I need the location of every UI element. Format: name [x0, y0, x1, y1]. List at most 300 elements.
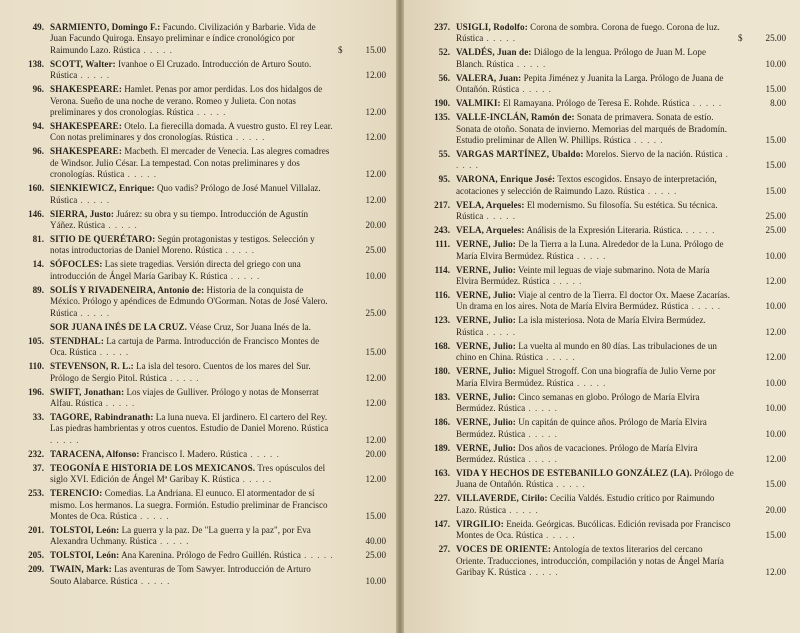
entry-description: Cinco semanas en globo. Prólogo de María Elvira Bermúdez. Rústica [456, 391, 700, 414]
leader-dots: . . . . . [77, 70, 111, 81]
entry-description: Las aventuras de Tom Sawyer. Introducción de Arturo Souto Alabarce. Rústica [50, 564, 311, 586]
catalog-entry [12, 183, 386, 206]
leader-dots: . . . . . [105, 220, 138, 231]
leader-dots: . . . . . [222, 245, 255, 256]
entry-number: 190. [434, 98, 450, 109]
entry-author: SCOTT, Walter: [50, 58, 116, 69]
entry-description: Francisco I. Madero. Rústica [141, 448, 248, 459]
catalog-entry [418, 265, 786, 288]
entry-number: 14. [32, 259, 44, 270]
entry-author: SHAKESPEARE: [50, 146, 122, 157]
entry-number: 135. [434, 112, 450, 123]
entry-price [736, 301, 786, 312]
price-value: 12.00 [765, 352, 786, 363]
catalog-entry [12, 146, 386, 180]
entry-number: 123. [434, 315, 450, 326]
entry-text [50, 146, 334, 180]
entry-number: 180. [434, 366, 450, 377]
entry-text [50, 183, 334, 206]
entry-text [456, 519, 734, 542]
leader-dots: . . . . . [193, 107, 227, 118]
entry-price [336, 195, 386, 206]
entry-description: De la Tierra a la Luna. Alrededor de la Luna. Prólogo de María Elvira Bermúdez. Rústica [456, 239, 724, 261]
entry-author: VERNE, Julio: [456, 366, 516, 377]
entry-author: SHAKESPEARE: [50, 84, 122, 95]
leader-dots: . . . . . [456, 149, 729, 171]
price-value: 40.00 [365, 536, 386, 547]
catalog-entry [12, 259, 386, 282]
catalog-entry [418, 468, 786, 491]
entry-number: 138. [28, 58, 44, 69]
leader-dots: . . . . . [549, 276, 583, 287]
price-value: 15.00 [365, 44, 386, 55]
entry-text [456, 468, 734, 491]
price-value: 12.00 [365, 70, 386, 81]
entry-text [50, 59, 334, 82]
entry-number: 243. [434, 225, 450, 236]
catalog-entry [418, 493, 786, 516]
entry-text [50, 387, 334, 410]
entry-text [50, 22, 334, 56]
entry-number: 217. [434, 199, 450, 210]
entry-text [456, 417, 734, 440]
entry-author: VARGAS MARTÍNEZ, Ubaldo: [456, 149, 584, 160]
entry-author: SOR JUANA INÉS DE LA CRUZ. [50, 321, 188, 332]
entry-number: 94. [32, 121, 44, 132]
entry-description: La vuelta al mundo en 80 días. Las tribulaciones de un chino en China. Rústica [456, 340, 717, 363]
price-value: 12.00 [365, 169, 386, 180]
entry-number: 55. [438, 149, 450, 160]
leader-dots: . . . . . [644, 185, 678, 196]
currency-sign: $ [338, 44, 343, 55]
entry-price [736, 276, 786, 287]
entry-author: TOLSTOI, León: [50, 524, 120, 535]
entry-price [736, 98, 786, 109]
entry-number: 237. [434, 22, 450, 32]
price-value: 12.00 [365, 372, 386, 383]
entry-number: 27. [438, 544, 450, 555]
leader-dots: . . . . . [247, 448, 280, 459]
entry-price [736, 429, 786, 440]
entry-text [456, 366, 734, 389]
entry-description: Pepita Jiménez y Juanita la Larga. Prólogo de Juana de Ontañón. Rústica [456, 72, 724, 95]
catalog-entry [12, 59, 386, 82]
catalog-entry [418, 341, 786, 364]
currency-sign: $ [738, 33, 743, 44]
entry-price [736, 59, 786, 70]
leader-dots: . . . . . [483, 326, 517, 337]
leader-dots: . . . . . [166, 372, 200, 383]
entry-price [336, 347, 386, 358]
leader-dots: . . . . . [483, 211, 517, 222]
entry-author: TAGORE, Rabindranath: [50, 411, 154, 422]
entry-description: Prólogo de Juana de Ontañón. Rústica [456, 467, 734, 490]
entry-price [336, 271, 386, 282]
entry-author: VARONA, Enrique José: [456, 174, 556, 185]
leader-dots: . . . . . [483, 33, 517, 44]
price-value: 10.00 [365, 575, 386, 586]
entry-description: El modernismo. Su filosofía. Su estética. Su técnica. Rústica [456, 199, 718, 222]
entry-number: 183. [434, 391, 450, 402]
leader-dots: . . . . . [239, 474, 273, 485]
entry-number: 253. [28, 488, 44, 499]
price-value: 10.00 [765, 403, 786, 414]
entry-text [456, 22, 734, 45]
entry-author: SWIFT, Jonathan: [50, 386, 125, 397]
entry-number: 33. [32, 411, 44, 422]
entry-description: Ivanhoe o El Cruzado. Introducción de Arturo Souto. Rústica [50, 58, 312, 81]
entry-text [456, 265, 734, 288]
entry-number: 49. [32, 22, 44, 32]
price-value: 12.00 [365, 434, 386, 445]
entry-author: VELA, Arqueles: [456, 225, 525, 236]
price-value: 15.00 [765, 84, 786, 95]
entry-text [456, 315, 734, 338]
entry-price [736, 479, 786, 490]
catalog-entry [12, 525, 386, 548]
price-value: 20.00 [365, 448, 386, 459]
entry-price [336, 435, 386, 446]
entry-price [736, 84, 786, 95]
entry-price [736, 352, 786, 363]
leader-dots: . . . . . [519, 84, 552, 95]
entry-description: Corona de sombra. Corona de fuego. Corona de luz. Rústica [456, 22, 720, 44]
catalog-entry [12, 209, 386, 232]
price-value: 8.00 [770, 98, 786, 109]
entry-description: La luna nueva. El jardinero. El cartero del Rey. Las piedras hambrientas y otros cuentos. Estudio de Daniel Moreno. Rústica [50, 411, 329, 434]
entry-price [736, 211, 786, 222]
entry-price [336, 511, 386, 522]
entry-description: Cecilia Valdés. Estudio crítico por Raimundo Lazo. Rústica [456, 493, 715, 515]
catalog-entry [12, 449, 386, 460]
catalog-entry [418, 417, 786, 440]
entry-number: 37. [32, 462, 44, 473]
price-value: 12.00 [765, 453, 786, 464]
entry-description: La cartuja de Parma. Introducción de Francisco Montes de Oca. Rústica [50, 335, 320, 358]
leader-dots: . . . . . [630, 135, 664, 146]
catalog-entry [12, 234, 386, 257]
catalog-entry [12, 412, 386, 446]
entry-price [336, 398, 386, 409]
leader-dots: . . . . . [513, 58, 547, 69]
leader-dots: . . . . . [96, 347, 130, 358]
entry-description: Historia de la conquista de México. Prólogo y apéndices de Edmundo O'Gorman. Notas de José Valero. Rústica [50, 284, 328, 318]
leader-dots: . . . . . [136, 510, 170, 521]
catalog-entry [418, 112, 786, 146]
price-value: 15.00 [765, 135, 786, 146]
entry-description: Comedias. La Andriana. El eunuco. El atormentador de sí mismo. Los hermanos. La suegra. Formión. Estudio preliminar de Francisco Montes de Oca. Rústica [50, 488, 328, 521]
entry-description: El Ramayana. Prólogo de Teresa E. Rohde. Rústica [502, 98, 690, 109]
leader-dots: . . . . . [542, 352, 576, 363]
price-value: 25.00 [765, 33, 786, 44]
entry-text [456, 443, 734, 466]
entry-price [736, 135, 786, 146]
entry-text [50, 84, 334, 118]
entry-author: SIENKIEWICZ, Enrique: [50, 183, 155, 194]
entry-number: 89. [32, 284, 44, 295]
entry-number: 111. [435, 239, 450, 250]
entry-description: Juárez: su obra y su tiempo. Introducción de Agustín Yáñez. Rústica [50, 208, 309, 231]
leader-dots: . . . . . [525, 566, 559, 577]
entry-price [336, 220, 386, 231]
leader-dots: . . . . . [156, 536, 190, 547]
entry-number: 232. [28, 448, 44, 459]
entry-description: La isla del tesoro. Cuentos de los mares del Sur. Prólogo de Sergio Pitol. Rústica [50, 361, 311, 383]
price-value: 10.00 [365, 270, 386, 281]
entry-text [456, 98, 734, 109]
entry-text [456, 290, 734, 313]
entry-description: Facundo. Civilización y Barbarie. Vida de Juan Facundo Quiroga. Ensayo preliminar e índice cronológico por Raimundo Lazo. Rústica [50, 22, 316, 55]
entry-number: 52. [438, 47, 450, 58]
entry-author: VERNE, Julio: [456, 315, 516, 326]
price-value: 15.00 [365, 510, 386, 521]
entry-author: TEOGONÍA E HISTORIA DE LOS MEXICANOS. [50, 462, 256, 473]
entry-text [50, 564, 334, 587]
catalog-entry [12, 285, 386, 319]
entry-description: Dos años de vacaciones. Prólogo de María Elvira Bermúdez. Rústica [456, 442, 698, 464]
catalog-entry [418, 366, 786, 389]
entry-description: La isla misteriosa. Nota de María Elvira Bermúdez. Rústica [456, 315, 706, 337]
entry-author: SOLÍS Y RIVADENEIRA, Antonio de: [50, 284, 205, 295]
entry-price [736, 251, 786, 262]
entry-author: SITIO DE QUERÉTARO: [50, 234, 156, 245]
entry-author: TOLSTOI, León: [50, 550, 120, 561]
entry-text [456, 392, 734, 415]
entry-price [336, 245, 386, 256]
entry-description: Veinte mil leguas de viaje submarino. Nota de María Elvira Bermúdez. Rústica [456, 264, 710, 287]
entry-author: VALDÉS, Juan de: [456, 47, 532, 58]
entry-price [336, 308, 386, 319]
leader-dots: . . . . . [682, 225, 716, 236]
catalog-entry [12, 84, 386, 118]
leader-dots: . . . . . [232, 132, 266, 143]
price-value: 10.00 [765, 58, 786, 69]
price-value: 15.00 [765, 185, 786, 196]
entry-price [336, 474, 386, 485]
entry-author: VERNE, Julio: [456, 417, 516, 428]
entry-author: VERNE, Julio: [456, 442, 516, 453]
entry-text [456, 225, 734, 236]
entry-price [736, 225, 786, 236]
catalog-entry [12, 361, 386, 384]
entry-price [736, 505, 786, 516]
entry-description: Análisis de la Expresión Literaria. Rústica. [526, 225, 683, 236]
entry-author: USIGLI, Rodolfo: [456, 22, 528, 32]
entry-description: Sonata de primavera. Sonata de estío. Sonata de otoño. Sonata de invierno. Memorias del marqués de Bradomín. Estudio preliminar de Allen W. Phillips. Rústica [456, 112, 727, 146]
entry-author: VIDA Y HECHOS DE ESTEBANILLO GONZÁLEZ (LA). [456, 467, 692, 478]
entry-price [336, 169, 386, 180]
entry-author: VERNE, Julio: [456, 391, 516, 402]
catalog-entry [418, 239, 786, 262]
entry-description: Las siete tragedias. Versión directa del griego con una introducción de Ángel María Garibay K. Rústica [50, 259, 301, 281]
entry-text [456, 544, 734, 578]
entry-author: SHAKESPEARE: [50, 121, 122, 132]
entry-number: 205. [28, 550, 44, 561]
price-value: 15.00 [765, 160, 786, 171]
catalog-entry [12, 336, 386, 359]
catalog-entry [418, 200, 786, 223]
entry-number: 196. [28, 386, 44, 397]
price-value: 15.00 [365, 347, 386, 358]
entry-number: 56. [438, 72, 450, 83]
entry-number: 209. [28, 564, 44, 575]
entry-text [456, 73, 734, 96]
entry-author: TWAIN, Mark: [50, 564, 112, 575]
entry-author: VALMIKI: [456, 98, 501, 109]
entry-number: 110. [28, 361, 44, 372]
catalog-entry [418, 544, 786, 578]
price-value: 10.00 [765, 377, 786, 388]
price-value: 12.00 [765, 566, 786, 577]
entry-text [456, 47, 734, 70]
catalog-entry [418, 174, 786, 197]
price-value: 12.00 [365, 107, 386, 118]
entry-price [736, 530, 786, 541]
catalog-entry [418, 392, 786, 415]
entry-author: SARMIENTO, Domingo F.: [50, 22, 161, 32]
leader-dots: . . . . . [689, 98, 723, 109]
entry-price [736, 33, 786, 44]
entry-text [50, 361, 334, 384]
entry-text [50, 525, 334, 548]
catalog-entry [12, 387, 386, 410]
entry-price [336, 132, 386, 143]
entry-text [50, 322, 334, 333]
leader-dots: . . . . . [300, 550, 334, 561]
price-value: 20.00 [365, 220, 386, 231]
price-value: 15.00 [765, 530, 786, 541]
entry-text [456, 493, 734, 516]
entry-description: Miguel Strogoff. Con una biografía de Julio Verne por María Elvira Bermúdez. Rústica [456, 366, 716, 388]
price-value: 12.00 [765, 326, 786, 337]
catalog-entry [12, 463, 386, 486]
catalog-entry [12, 121, 386, 144]
price-value: 12.00 [765, 276, 786, 287]
entry-price [736, 567, 786, 578]
entry-price [336, 449, 386, 460]
leader-dots: . . . . . [102, 397, 136, 408]
entry-price [736, 454, 786, 465]
entry-author: VILLAVERDE, Cirilo: [456, 493, 548, 504]
price-value: 10.00 [765, 428, 786, 439]
entry-text [50, 259, 334, 282]
entry-author: TARACENA, Alfonso: [50, 448, 140, 459]
entry-author: VIRGILIO: [456, 518, 504, 529]
entry-description: Morelos. Siervo de la nación. Rústica [585, 149, 723, 160]
catalog-entry [418, 47, 786, 70]
entry-author: VELA, Arqueles: [456, 199, 525, 210]
entry-text [50, 412, 334, 446]
catalog-entry [418, 225, 786, 236]
entry-text [456, 174, 734, 197]
entry-text [50, 488, 334, 522]
entry-price [736, 378, 786, 389]
catalog-entry [418, 98, 786, 109]
entry-description: Eneida. Geórgicas. Bucólicas. Edición revisada por Francisco Montes de Oca. Rústica [456, 518, 731, 541]
entry-price [736, 186, 786, 197]
price-value: 12.00 [365, 474, 386, 485]
entry-description: Textos escogidos. Ensayo de interpretación, acotaciones y selección de Raimundo Lazo. Rústica [456, 174, 717, 196]
entry-price [336, 45, 386, 56]
entry-number: 95. [438, 174, 450, 185]
entry-description: La guerra y la paz. De "La guerra y la paz", por Eva Alexandra Uchmany. Rústica [50, 524, 311, 547]
entry-description: Quo vadis? Prólogo de José Manuel Villalaz. Rústica [50, 183, 321, 205]
entry-description: Otelo. La fierecilla domada. A vuestro gusto. El rey Lear. Con notas preliminares y dos cronologías. Rústica [50, 121, 333, 143]
entry-description: Viaje al centro de la Tierra. El doctor Ox. Maese Zacarías. Un drama en los aires. Nota de María Elvira Bermúdez. Rústica [456, 290, 730, 312]
leader-dots: . . . . . [227, 270, 261, 281]
entry-number: 114. [434, 264, 450, 275]
entry-author: STENDHAL: [50, 335, 104, 346]
catalog-entry [418, 22, 786, 45]
entry-text [50, 463, 334, 486]
entry-text [456, 149, 734, 172]
entry-price [336, 70, 386, 81]
entry-price [336, 550, 386, 561]
entry-description: Hamlet. Penas por amor perdidas. Los dos hidalgos de Verona. Sueño de una noche de verano. Romeo y Julieta. Con notas preliminares y dos cronologías. Rústica [50, 84, 323, 118]
entry-description: Tres opúsculos del siglo XVI. Edición de Ángel Mª Garibay K. Rústica [50, 462, 326, 485]
entry-author: VERNE, Julio: [456, 290, 516, 301]
entry-text [50, 550, 334, 561]
leader-dots: . . . . . [525, 428, 558, 439]
catalog-entry [418, 73, 786, 96]
entry-description: Los viajes de Gulliver. Prólogo y notas de Monserrat Alfau. Rústica [50, 386, 319, 408]
entry-author: VALERA, Juan: [456, 72, 522, 83]
entry-number: 146. [28, 208, 44, 219]
leader-dots: . . . . . [137, 575, 171, 586]
catalog-entry [418, 149, 786, 172]
leader-dots: . . . . . [525, 403, 558, 414]
leader-dots: . . . . . [573, 250, 607, 261]
entry-text [50, 449, 334, 460]
entry-number: 186. [434, 417, 450, 428]
price-value: 15.00 [765, 479, 786, 490]
entry-author: VALLE-INCLÁN, Ramón de: [456, 112, 575, 123]
price-value: 12.00 [365, 397, 386, 408]
entry-number: 201. [28, 524, 44, 535]
catalog-entry [418, 519, 786, 542]
leader-dots: . . . . . [124, 169, 157, 180]
entry-description: Según protagonistas y testigos. Selección y notas introductorias de Daniel Moreno. Rústica [50, 234, 315, 256]
entry-price [736, 403, 786, 414]
entry-text [456, 200, 734, 223]
entry-author: VOCES DE ORIENTE: [456, 544, 551, 555]
entry-author: SIERRA, Justo: [50, 208, 115, 219]
entry-author: VERNE, Julio: [456, 239, 516, 250]
entry-price [736, 327, 786, 338]
entry-description: Véase Cruz, Sor Juana Inés de la. [189, 321, 311, 332]
leader-dots: . . . . . [50, 434, 80, 445]
catalog-entry [418, 315, 786, 338]
right-page [404, 0, 800, 633]
price-value: 25.00 [765, 225, 786, 236]
entry-text [456, 112, 734, 146]
entry-price [336, 373, 386, 384]
entry-price [336, 107, 386, 118]
leader-dots: . . . . . [77, 307, 111, 318]
entry-number: 168. [434, 340, 450, 351]
price-value: 10.00 [765, 301, 786, 312]
catalog-entry [12, 22, 386, 56]
catalog-entry [12, 564, 386, 587]
entry-description: Antología de textos literarios del cercano Oriente. Traducciones, introducción, compilación y notas de Ángel María Garibay K. Rústica [456, 544, 724, 577]
entry-price [336, 576, 386, 587]
leader-dots: . . . . . [552, 479, 586, 490]
entry-description: Un capitán de quince años. Prólogo de María Elvira Bermúdez. Rústica [456, 417, 707, 439]
leader-dots: . . . . . [573, 377, 607, 388]
entry-description: Ana Karenina. Prólogo de Fedro Guillén. Rústica [121, 550, 301, 561]
book-gutter [396, 0, 404, 633]
entry-number: 81. [32, 234, 44, 245]
